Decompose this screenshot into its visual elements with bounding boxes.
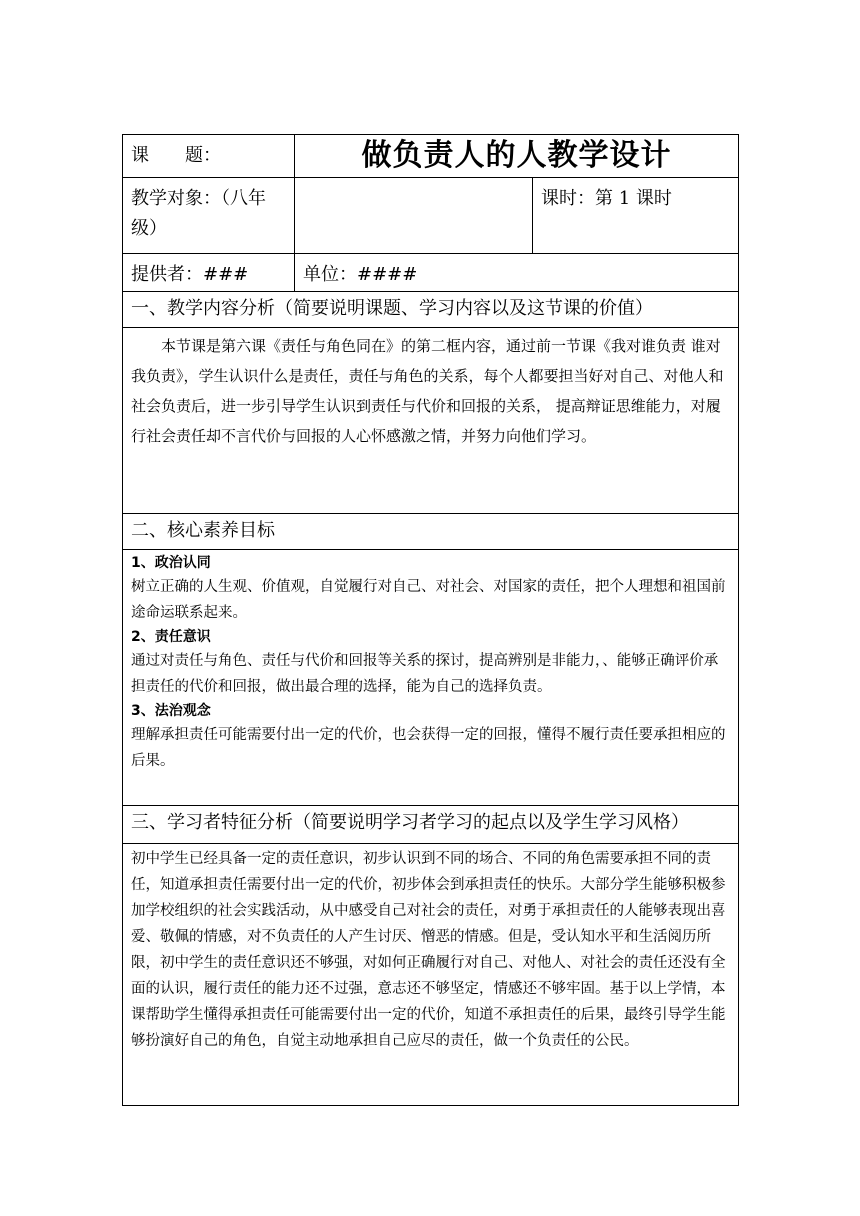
goal-2-text: 通过对责任与角色、责任与代价和回报等关系的探讨，提高辨别是非能力，、能够正确评价承担责任的代价和回报，做出最合理的选择，能为自己的选择负责。: [131, 653, 719, 695]
title-row: [123, 135, 739, 178]
section2-heading-row: [123, 514, 739, 550]
section2-body: [123, 550, 739, 806]
period-label: 课时：第 1 课时: [533, 178, 739, 254]
audience-value: [295, 178, 533, 254]
goal-1-title: 1、政治认同: [131, 555, 211, 571]
topic-label: 课 题：: [123, 135, 295, 178]
audience-row: [123, 178, 739, 254]
section3-heading: 三、学习者特征分析（简要说明学习者学习的起点以及学生学习风格）: [123, 806, 739, 844]
page-title: 做负责人的人教学设计: [295, 135, 739, 178]
goal-1-text: 树立正确的人生观、价值观，自觉履行对自己、对社会、对国家的责任，把个人理想和祖国前途命运联系起来。: [131, 579, 726, 621]
goal-3-title: 3、法治观念: [131, 703, 211, 719]
provider-label: 提供者：###: [123, 254, 295, 292]
section2-body-row: [123, 550, 739, 806]
audience-label: 教学对象：（八年级）: [123, 178, 295, 254]
section3-heading-row: [123, 806, 739, 844]
section1-heading: 一、教学内容分析（简要说明课题、学习内容以及这节课的价值）: [123, 292, 739, 328]
section1-heading-row: [123, 292, 739, 328]
provider-row: [123, 254, 739, 292]
goal-3-text: 理解承担责任可能需要付出一定的代价，也会获得一定的回报，懂得不履行责任要承担相应的后果。: [131, 727, 726, 769]
section2-heading: 二、核心素养目标: [123, 514, 739, 550]
lesson-plan-table: [122, 134, 739, 1106]
section1-body-row: [123, 328, 739, 514]
unit-label: 单位：####: [295, 254, 739, 292]
section1-body: 本节课是第六课《责任与角色同在》的第二框内容，通过前一节课《我对谁负责 谁对我负责》，学生认识什么是责任，责任与角色的关系，每个人都要担当好对自己、对他人和社会负责后，进一步引导学生认识到责任与代价和回报的关系， 提高辩证思维能力，对履行社会责任却不言代价与回报的人心怀感激之情，并努力向他们学习。: [123, 328, 739, 514]
section3-body: 初中学生已经具备一定的责任意识，初步认识到不同的场合、不同的角色需要承担不同的责任，知道承担责任需要付出一定的代价，初步体会到承担责任的快乐。大部分学生能够积极参加学校组织的社会实践活动，从中感受自己对社会的责任，对勇于承担责任的人能够表现出喜爱、敬佩的情感，对不负责任的人产生讨厌、憎恶的情感。但是，受认知水平和生活阅历所限，初中学生的责任意识还不够强，对如何正确履行对自己、对他人、对社会的责任还没有全面的认识，履行责任的能力还不过强，意志还不够坚定，情感还不够牢固。基于以上学情，本课帮助学生懂得承担责任可能需要付出一定的代价，知道不承担责任的后果，最终引导学生能够扮演好自己的角色，自觉主动地承担自己应尽的责任，做一个负责任的公民。: [123, 844, 739, 1106]
goal-2-title: 2、责任意识: [131, 629, 211, 645]
section3-body-row: [123, 844, 739, 1106]
